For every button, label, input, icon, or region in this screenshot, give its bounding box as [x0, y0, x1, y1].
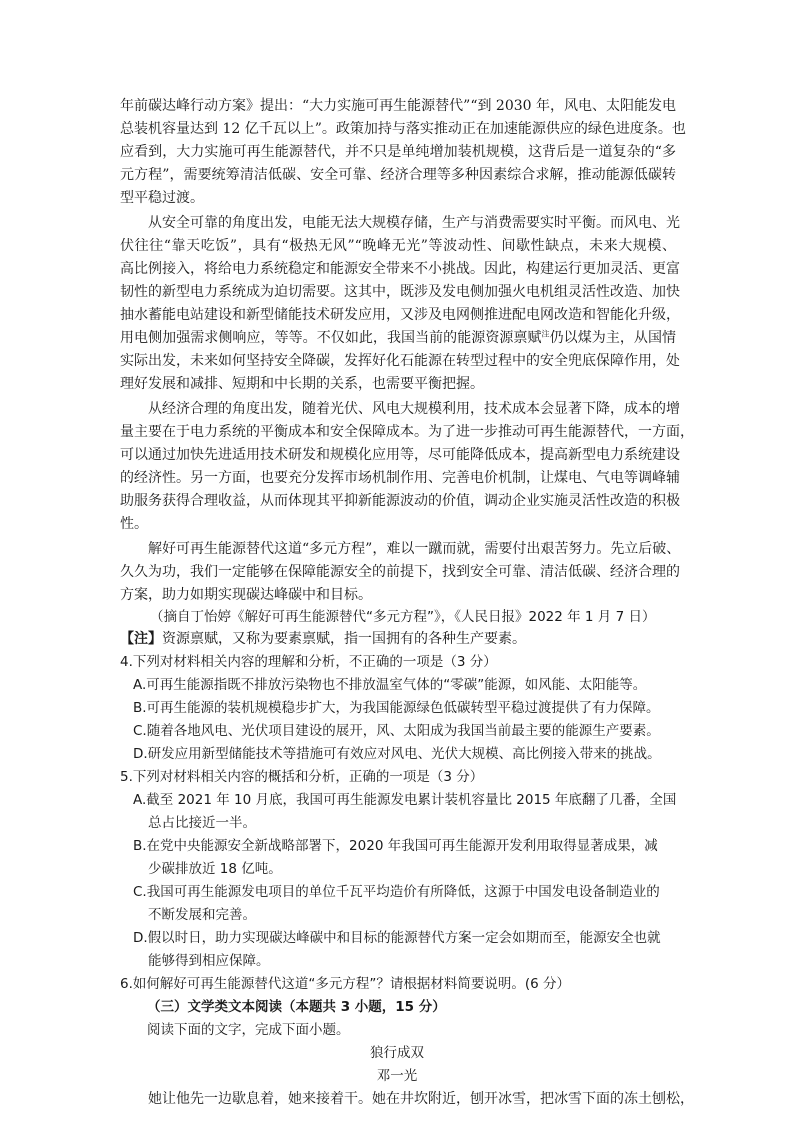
question-5-option-d-cont: 能够得到相应保障。 [148, 953, 270, 969]
passage-line: 实际出发，未来如何坚持安全降碳，发挥好化石能源在转型过程中的安全兜底保障作用，处 [120, 353, 680, 369]
passage-line: 量主要在于电力系统的平衡成本和安全保障成本。为了进一步推动可再生能源替代，一方面， [120, 424, 694, 440]
passage-text: 用电侧加强需求侧响应，等等。不仅如此，我国当前的能源资源禀赋 [120, 330, 542, 346]
passage-line: 助服务获得合理收益，从而体现其平抑新能源波动的价值，调动企业实施灵活性改造的积极 [120, 493, 680, 509]
question-4-option-d: D.研发应用新型储能技术等措施可有效应对风电、光伏大规模、高比例接入带来的挑战。 [133, 746, 661, 762]
footnote-label: 【注】 [120, 631, 162, 647]
passage-line: 从安全可靠的角度出发，电能无法大规模存储，生产与消费需要实时平衡。而风电、光 [148, 215, 680, 231]
footnote-text: 资源禀赋，又称为要素禀赋，指一国拥有的各种生产要素。 [162, 631, 526, 647]
passage-line: 理好发展和减排、短期和中长期的关系，也需要平衡把握。 [120, 376, 484, 392]
passage-line: 解好可再生能源替代这道“多元方程”，难以一蹴而就，需要付出艰苦努力。先立后破、 [148, 541, 681, 557]
question-5-option-b-cont: 少碳排放近 18 亿吨。 [148, 861, 282, 877]
passage-line: 抽水蓄能电站建设和新型储能技术研发应用，又涉及电网侧推进配电网改造和智能化升级， [120, 307, 680, 323]
story-author: 邓一光 [376, 1068, 418, 1084]
passage-line: 性。 [120, 516, 148, 532]
passage-line: 的经济性。另一方面，也要充分发挥市场机制作用、完善电价机制，让煤电、气电等调峰辅 [120, 470, 680, 486]
passage-line: 可以通过加快先进适用技术研发和规模化应用等，尽可能降低成本，提高新型电力系统建设 [120, 447, 680, 463]
question-4-option-a: A.可再生能源指既不排放污染物也不排放温室气体的“零碳”能源，如风能、太阳能等。 [133, 677, 647, 693]
passage-line: 型平稳过渡。 [120, 190, 204, 206]
source-citation: （摘自丁怡婷《解好可再生能源替代“多元方程”》，《人民日报》2022 年 1 月 7 日） [150, 609, 656, 625]
passage-line [120, 329, 676, 347]
passage-text: 仍以煤为主，从国情 [549, 330, 677, 346]
footnote [120, 630, 526, 648]
question-4-option-c: C.随着各地风电、光伏项目建设的展开，风、太阳成为我国当前最主要的能源生产要素。 [133, 723, 660, 739]
story-title: 狼行成双 [370, 1045, 424, 1061]
passage-line: 年前碳达峰行动方案》提出：“大力实施可再生能源替代”“到 2030 年，风电、太阳能发电 [120, 98, 676, 114]
passage-line: 方案，助力如期实现碳达峰碳中和目标。 [120, 587, 372, 603]
passage-line: 伏往往“靠天吃饭”，具有“极热无风”“晚峰无光”等波动性、间歇性缺点，未来大规模、 [120, 238, 676, 254]
passage-line: 高比例接入，将给电力系统稳定和能源安全带来不小挑战。因此，构建运行更加灵活、更富 [120, 261, 680, 277]
passage-line: 应看到，大力实施可再生能源替代，并不只是单纯增加装机规模，这背后是一道复杂的“多 [120, 144, 676, 160]
question-5-option-b: B.在党中央能源安全新战略部署下，2020 年我国可再生能源开发利用取得显著成果，减 [133, 838, 658, 854]
question-5-option-c: C.我国可再生能源发电项目的单位千瓦平均造价有所降低，这源于中国发电设备制造业的 [133, 884, 660, 900]
passage-line: 韧性的新型电力系统成为迫切需要。这其中，既涉及发电侧加强火电机组灵活性改造、加快 [120, 284, 680, 300]
question-5-option-a-cont: 总占比接近一半。 [148, 815, 256, 831]
question-5-option-a: A.截至 2021 年 10 月底，我国可再生能源发电累计装机容量比 2015 年底翻了几番，全国 [133, 792, 677, 808]
footnote-mark: 注 [541, 329, 550, 339]
passage-line: 久久为功，我们一定能够在保障能源安全的前提下，找到安全可靠、清洁低碳、经济合理的 [120, 564, 680, 580]
passage-line: 元方程”，需要统筹清洁低碳、安全可靠、经济合理等多种因素综合求解，推动能源低碳转 [120, 167, 676, 183]
story-first-line: 她让他先一边歇息着，她来接着干。她在井坎附近，刨开冰雪，把冰雪下面的冻土刨松， [148, 1091, 694, 1107]
passage-line: 总装机容量达到 12 亿千瓦以上”。政策加持与落实推动正在加速能源供应的绿色进度条。也 [120, 121, 686, 137]
question-5-option-c-cont: 不断发展和完善。 [148, 907, 256, 923]
section-heading: （三）文学类文本阅读（本题共 3 小题，15 分） [147, 999, 446, 1015]
question-6-stem: 6.如何解好可再生能源替代这道“多元方程”？请根据材料简要说明。(6 分） [120, 976, 571, 992]
question-4-stem: 4.下列对材料相关内容的理解和分析，不正确的一项是（3 分） [120, 654, 497, 670]
passage-line: 从经济合理的角度出发，随着光伏、风电大规模利用，技术成本会显著下降，成本的增 [148, 401, 680, 417]
question-5-stem: 5.下列对材料相关内容的概括和分析，正确的一项是（3 分） [120, 769, 484, 785]
question-5-option-d: D.假以时日，助力实现碳达峰碳中和目标的能源替代方案一定会如期而至，能源安全也就 [133, 930, 661, 946]
section-instruction: 阅读下面的文字，完成下面小题。 [147, 1022, 350, 1038]
question-4-option-b: B.可再生能源的装机规模稳步扩大，为我国能源绿色低碳转型平稳过渡提供了有力保障。 [133, 700, 660, 716]
